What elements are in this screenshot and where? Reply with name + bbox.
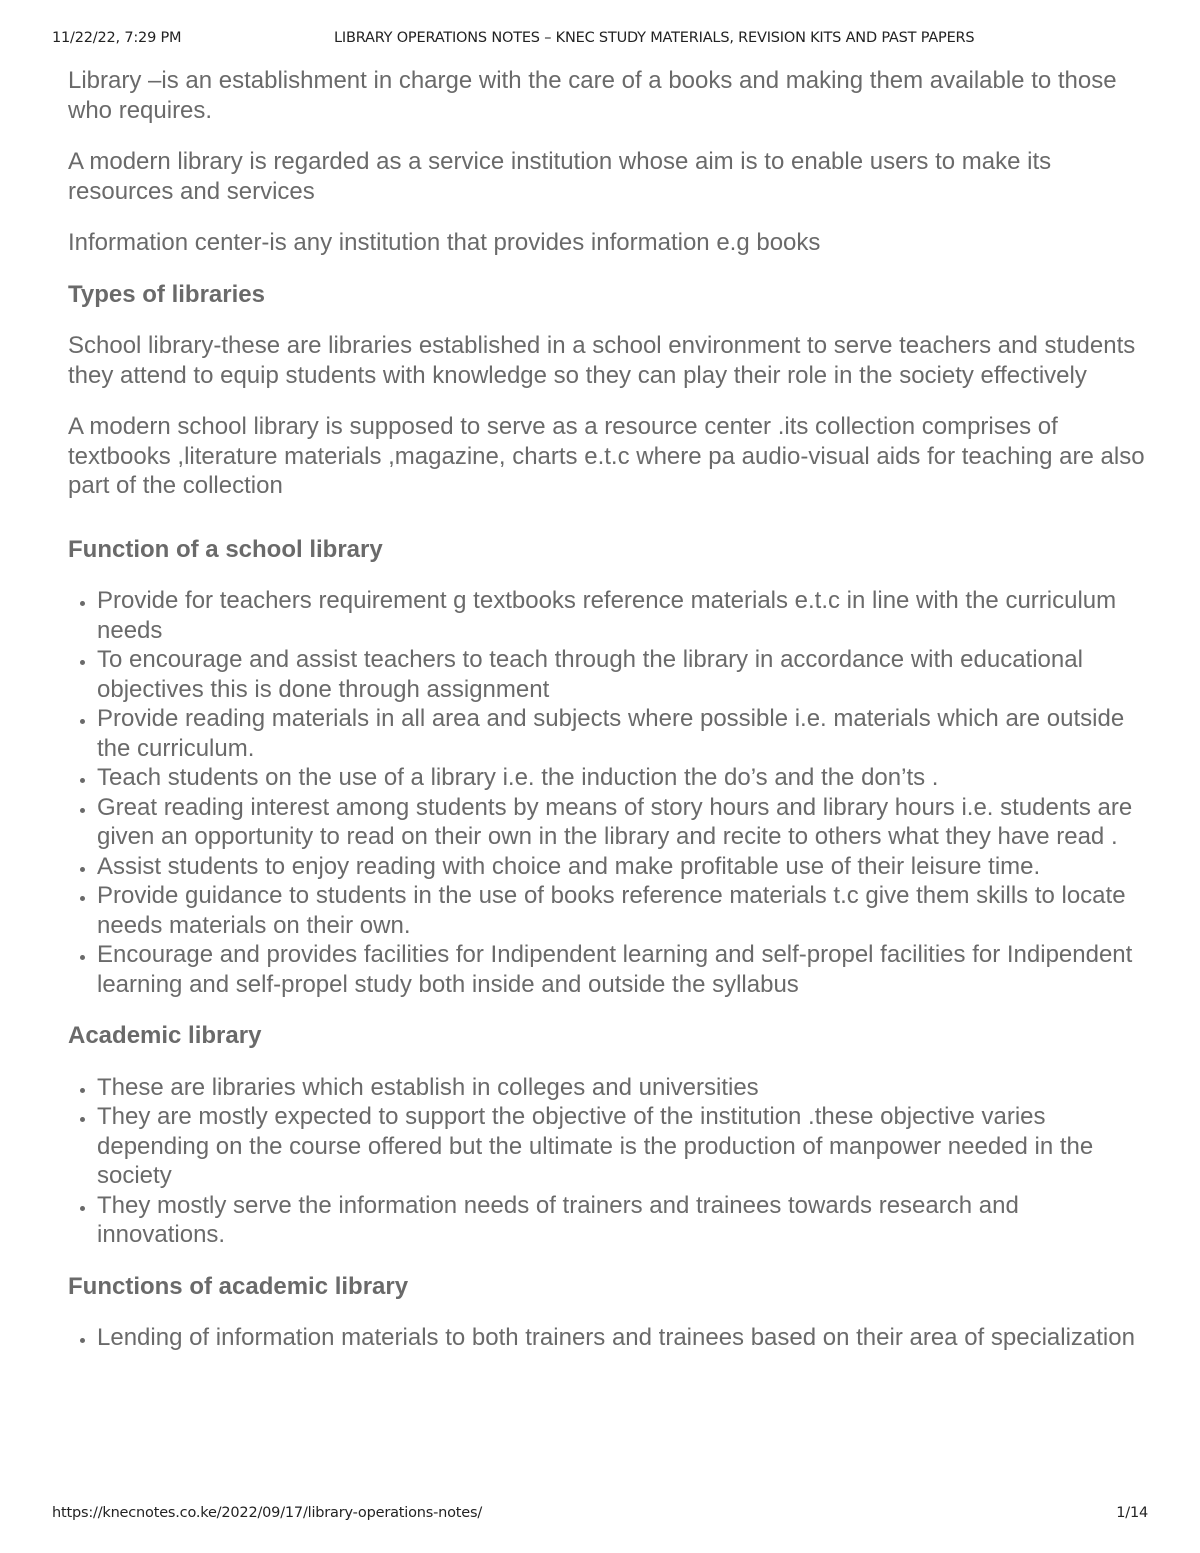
page-url: https://knecnotes.co.ke/2022/09/17/library-operations-notes/ <box>52 1505 483 1521</box>
list-item: • They are mostly expected to support the objective of the institution .these objective varies depending on the course offered but the ultimate is the production of manpower needed in the society <box>97 1102 1148 1191</box>
academic-library-functions-heading: Functions of academic library <box>68 1272 409 1300</box>
list-item: • Assist students to enjoy reading with choice and make profitable use of their leisure time. <box>97 852 1148 882</box>
list-item: • Provide guidance to students in the use of books reference materials t.c give them skills to locate needs materials on their own. <box>97 881 1148 940</box>
school-library-paragraph: School library-these are libraries established in a school environment to serve teachers and students they attend to equip students with knowledge so they can play their role in the society effectively <box>68 332 1136 389</box>
school-library-functions-heading: Function of a school library <box>68 535 383 563</box>
list-item: • Provide reading materials in all area and subjects where possible i.e. materials which are outside the curriculum. <box>97 704 1148 763</box>
print-header <box>52 30 1148 48</box>
school-library-functions-list <box>68 586 1148 999</box>
list-item: • Encourage and provides facilities for Indipendent learning and self-propel facilities for Indipendent learning and self-propel study both inside and outside the syllabus <box>97 940 1148 999</box>
modern-school-library-paragraph: A modern school library is supposed to serve as a resource center .its collection comprises of textbooks ,literature materials ,magazine, charts e.t.c where pa audio-visual aids for teaching are also part of the collection <box>68 413 1145 499</box>
print-footer <box>52 1505 1148 1523</box>
list-item: • Provide for teachers requirement g textbooks reference materials e.t.c in line with the curriculum needs <box>97 586 1148 645</box>
article-content <box>68 66 1148 1375</box>
academic-library-list <box>68 1073 1148 1250</box>
types-of-libraries-heading: Types of libraries <box>68 280 265 308</box>
print-page-title: LIBRARY OPERATIONS NOTES – KNEC STUDY MATERIALS, REVISION KITS AND PAST PAPERS <box>334 30 975 46</box>
academic-library-heading: Academic library <box>68 1022 262 1049</box>
list-item: • These are libraries which establish in colleges and universities <box>97 1073 1148 1103</box>
list-item: • To encourage and assist teachers to teach through the library in accordance with educational objectives this is done through assignment <box>97 645 1148 704</box>
list-item: • They mostly serve the information needs of trainers and trainees towards research and innovations. <box>97 1191 1148 1250</box>
list-item: • Lending of information materials to both trainers and trainees based on their area of specialization <box>97 1323 1148 1353</box>
modern-library-paragraph: A modern library is regarded as a service institution whose aim is to enable users to make its resources and services <box>68 148 1052 205</box>
list-item: • Great reading interest among students by means of story hours and library hours i.e. students are given an opportunity to read on their own in the library and recite to others what they have read . <box>97 793 1148 852</box>
page-number: 1/14 <box>1116 1505 1148 1521</box>
list-item: • Teach students on the use of a library i.e. the induction the do’s and the don’ts . <box>97 763 1148 793</box>
academic-library-functions-list <box>68 1323 1148 1353</box>
library-definition: Library –is an establishment in charge with the care of a books and making them available to those who requires. <box>68 67 1117 124</box>
information-center-definition: Information center-is any institution that provides information e.g books <box>68 229 821 256</box>
print-datetime: 11/22/22, 7:29 PM <box>52 30 182 46</box>
